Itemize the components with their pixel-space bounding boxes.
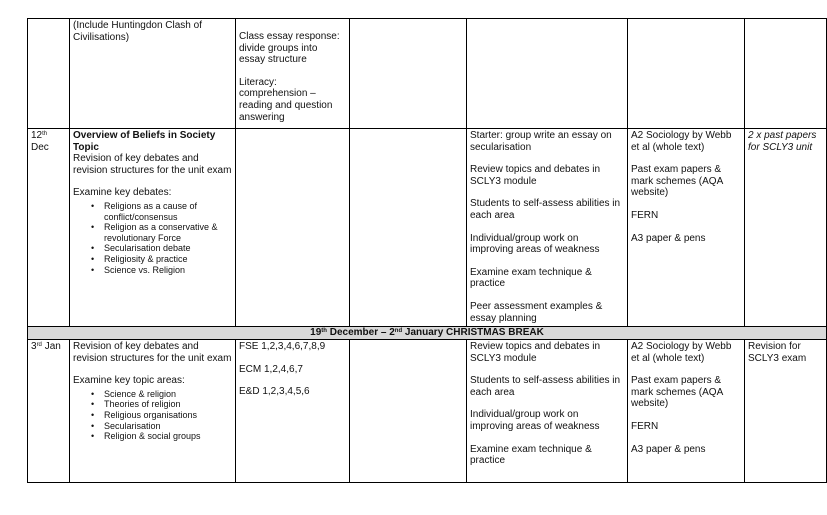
- table-row: [28, 19, 827, 129]
- activity-item: Individual/group work on improving areas of weakness: [470, 232, 600, 256]
- topic-description: Revision of key debates and revision structures for the unit exam: [73, 153, 232, 176]
- resource-item: Past exam papers & mark schemes (AQA website): [631, 375, 723, 410]
- resource-item: A3 paper & pens: [631, 232, 706, 244]
- activities-cell: [236, 129, 350, 327]
- list-item: • Secularisation debate: [104, 243, 232, 254]
- spec-cell: [350, 129, 467, 327]
- teaching-cell: [467, 340, 628, 483]
- list-item: • Theories of religion: [104, 399, 232, 410]
- list-item: • Religions as a cause of conflict/consensus: [104, 201, 232, 222]
- activity-item: Starter: group write an essay on secularisation: [470, 130, 612, 153]
- list-item: • Religiosity & practice: [104, 254, 232, 265]
- topic-cell: [70, 19, 236, 129]
- table-row: [28, 340, 827, 483]
- resources-cell: [628, 19, 745, 129]
- spec-item: E&D 1,2,3,4,5,6: [239, 386, 310, 398]
- activity-item: Examine exam technique & practice: [470, 266, 592, 290]
- activity-item: Individual/group work on improving areas of weakness: [470, 409, 600, 432]
- activity-item: Students to self-assess abilities in each area: [470, 198, 621, 221]
- debate-list: [73, 201, 232, 275]
- table-row: [28, 129, 827, 327]
- resource-item: A2 Sociology by Webb et al (whole text): [631, 341, 732, 364]
- activities-cell: [236, 340, 350, 483]
- date-cell: 12th Dec: [28, 129, 70, 327]
- examine-heading: Examine key topic areas:: [73, 375, 185, 387]
- activity-item: Review topics and debates in SCLY3 module: [470, 341, 601, 364]
- homework-cell: [745, 129, 827, 327]
- resource-item: FERN: [631, 209, 659, 221]
- examine-heading: Examine key debates:: [73, 187, 172, 199]
- resource-item: FERN: [631, 420, 659, 432]
- break-row: [28, 327, 827, 340]
- resources-cell: [628, 129, 745, 327]
- homework-cell: [745, 340, 827, 483]
- date-month: Dec: [31, 141, 49, 153]
- spec-item: FSE 1,2,3,4,6,7,8,9: [239, 341, 326, 352]
- activity-item: Examine exam technique & practice: [470, 443, 592, 467]
- topic-line: (Include Huntingdon Clash of Civilisations): [73, 20, 202, 43]
- topic-cell: [70, 340, 236, 483]
- list-item: • Science & religion: [104, 389, 232, 400]
- list-item: • Secularisation: [104, 421, 232, 432]
- topic-description: Revision of key debates and revision structures for the unit exam: [73, 341, 232, 364]
- lesson-plan-document: [27, 18, 817, 480]
- scheme-of-work-table: [27, 18, 827, 483]
- break-cell: 19th December – 2nd January CHRISTMAS BREAK: [28, 327, 827, 340]
- resource-item: Past exam papers & mark schemes (AQA website): [631, 164, 723, 199]
- homework-cell: [745, 19, 827, 129]
- teaching-cell: [467, 129, 628, 327]
- date-cell: 3rd Jan: [28, 340, 70, 483]
- resources-cell: [628, 340, 745, 483]
- list-item: • Religious organisations: [104, 410, 232, 421]
- teaching-cell: [467, 19, 628, 129]
- date-cell: [28, 19, 70, 129]
- homework-text: Revision for SCLY3 exam: [748, 341, 807, 364]
- list-item: • Religion as a conservative & revolutionary Force: [104, 222, 232, 243]
- activity-item: Review topics and debates in SCLY3 module: [470, 164, 601, 187]
- topic-cell: [70, 129, 236, 327]
- activity-item: Literacy: comprehension – reading and question answering: [239, 76, 333, 123]
- list-item: • Science vs. Religion: [104, 265, 232, 276]
- topic-area-list: [73, 389, 232, 442]
- spec-item: ECM 1,2,4,6,7: [239, 363, 303, 375]
- spec-cell: [350, 340, 467, 483]
- activities-cell: [236, 19, 350, 129]
- activity-item: Peer assessment examples & essay planning: [470, 300, 603, 324]
- homework-text: 2 x past papers for SCLY3 unit: [748, 130, 817, 153]
- spec-cell: [350, 19, 467, 129]
- resource-item: A2 Sociology by Webb et al (whole text): [631, 130, 732, 153]
- activity-item: Class essay response: divide groups into essay structure: [239, 31, 340, 66]
- list-item: • Religion & social groups: [104, 431, 232, 442]
- activity-item: Students to self-assess abilities in each area: [470, 375, 621, 398]
- resource-item: A3 paper & pens: [631, 443, 706, 455]
- topic-title: Overview of Beliefs in Society Topic: [73, 130, 216, 153]
